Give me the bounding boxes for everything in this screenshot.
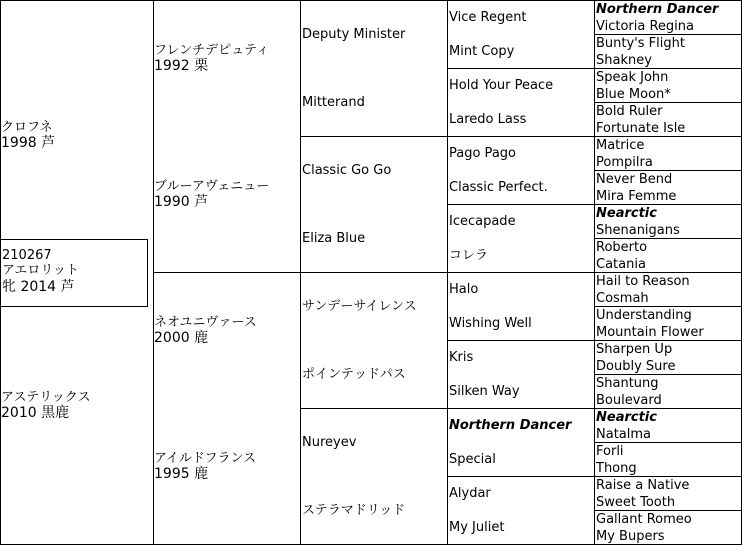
gen4-name: Kris xyxy=(449,350,474,365)
outer-border-left xyxy=(0,0,1,545)
gen2-entry xyxy=(153,0,300,136)
row-divider-gen4 xyxy=(594,102,742,103)
gen5-name: Shantung xyxy=(596,376,659,391)
gen4-name: Northern Dancer xyxy=(449,418,572,433)
gen4-name: Halo xyxy=(449,282,479,297)
row-divider-gen3 xyxy=(447,204,742,205)
row-divider-gen4 xyxy=(594,34,742,35)
gen2-name: ネオユニヴァース xyxy=(154,315,257,330)
gen4-name: Classic Perfect. xyxy=(449,180,548,195)
gen5-name: Cosmah xyxy=(596,291,649,306)
gen5-name: Northern Dancer xyxy=(596,2,719,17)
gen5-name: Fortunate Isle xyxy=(596,121,686,136)
gen5-name: Nearctic xyxy=(596,206,657,221)
gen1-sire xyxy=(0,0,153,239)
gen4-name: Laredo Lass xyxy=(449,112,527,127)
row-divider-gen3 xyxy=(447,476,742,477)
gen2-entry xyxy=(153,408,300,545)
gen3-name: Nureyev xyxy=(302,435,357,450)
row-divider-gen4 xyxy=(594,374,742,375)
gen3-name: ステラマドリッド xyxy=(302,503,406,518)
gen5-name: Bunty's Flight xyxy=(596,36,685,51)
gen5-name: Thong xyxy=(596,461,637,476)
gen1-sire-info: 1998 芦 xyxy=(1,135,56,151)
gen5-name: Sharpen Up xyxy=(596,342,673,357)
gen5-name: Blue Moon* xyxy=(596,87,671,102)
row-divider-gen4 xyxy=(594,170,742,171)
gen3-name: Deputy Minister xyxy=(302,27,406,42)
gen2-name: フレンチデピュティ xyxy=(154,43,270,58)
gen1-sire-name: クロフネ xyxy=(1,120,53,135)
gen5-name: Doubly Sure xyxy=(596,359,676,374)
gen5-name: Forli xyxy=(596,444,624,459)
row-divider-gen4 xyxy=(594,442,742,443)
gen3-name: Classic Go Go xyxy=(302,163,392,178)
subject-box xyxy=(0,239,148,307)
row-divider-gen3 xyxy=(447,68,742,69)
gen2-info: 1990 芦 xyxy=(154,194,209,210)
gen5-name: Shenanigans xyxy=(596,223,680,238)
gen2-info: 1995 鹿 xyxy=(154,466,209,482)
gen3-name: サンデーサイレンス xyxy=(302,299,417,314)
gen5-name: Shakney xyxy=(596,53,652,68)
gen5-name: Gallant Romeo xyxy=(596,512,692,527)
gen2-name: ブルーアヴェニュー xyxy=(154,179,270,194)
gen4-name: Special xyxy=(449,452,496,467)
row-divider-gen4 xyxy=(594,306,742,307)
gen4-name: Mint Copy xyxy=(449,44,515,59)
gen4-name: Pago Pago xyxy=(449,146,516,161)
gen4-name: Silken Way xyxy=(449,384,520,399)
gen4-name: My Juliet xyxy=(449,520,505,535)
outer-border-top xyxy=(0,0,742,1)
gen1-dam xyxy=(0,307,153,545)
gen5-name: Catania xyxy=(596,257,646,272)
gen1-dam-info: 2010 黒鹿 xyxy=(1,405,70,421)
row-divider-gen3 xyxy=(447,340,742,341)
gen5-name: Victoria Regina xyxy=(596,19,694,34)
row-divider-gen1-mid xyxy=(153,272,742,273)
gen5-name: Boulevard xyxy=(596,393,662,408)
subject-name: アエロリット xyxy=(2,263,79,278)
gen5-name: Pompilra xyxy=(596,155,653,170)
gen5-name: Roberto xyxy=(596,240,648,255)
gen5-name: Speak John xyxy=(596,70,669,85)
gen5-name: Nearctic xyxy=(596,410,657,425)
gen5-name: Mira Femme xyxy=(596,189,677,204)
row-divider-gen2 xyxy=(300,408,742,409)
gen5-name: Raise a Native xyxy=(596,478,690,493)
gen2-entry xyxy=(153,136,300,272)
gen2-entry xyxy=(153,272,300,408)
gen5-name: Bold Ruler xyxy=(596,104,663,119)
gen5-name: Understanding xyxy=(596,308,692,323)
row-divider-gen2 xyxy=(300,136,742,137)
subject-sex-year-color: 牝 2014 芦 xyxy=(2,279,75,295)
gen5-name: Sweet Tooth xyxy=(596,495,676,510)
gen5-name: Matrice xyxy=(596,138,645,153)
gen5-name: Natalma xyxy=(596,427,651,442)
gen4-name: Vice Regent xyxy=(449,10,527,25)
gen2-info: 2000 鹿 xyxy=(154,330,209,346)
gen4-name: Hold Your Peace xyxy=(449,78,554,93)
gen5-name: Never Bend xyxy=(596,172,673,187)
subject-id: 210267 xyxy=(2,248,52,263)
row-divider-gen4 xyxy=(594,238,742,239)
gen4-name: Icecapade xyxy=(449,214,516,229)
gen2-name: アイルドフランス xyxy=(154,451,257,466)
gen1-dam-name: アステリックス xyxy=(1,390,91,405)
row-divider-gen4 xyxy=(594,510,742,511)
gen3-name: ポインテッドパス xyxy=(302,367,406,382)
gen5-name: My Bupers xyxy=(596,529,665,544)
gen3-name: Eliza Blue xyxy=(302,231,366,246)
gen4-name: Alydar xyxy=(449,486,491,501)
gen3-name: Mitterand xyxy=(302,95,365,110)
gen5-name: Hail to Reason xyxy=(596,274,690,289)
gen4-name: Wishing Well xyxy=(449,316,532,331)
gen4-name: コレラ xyxy=(449,248,489,263)
gen5-name: Mountain Flower xyxy=(596,325,704,340)
gen2-info: 1992 栗 xyxy=(154,58,209,74)
